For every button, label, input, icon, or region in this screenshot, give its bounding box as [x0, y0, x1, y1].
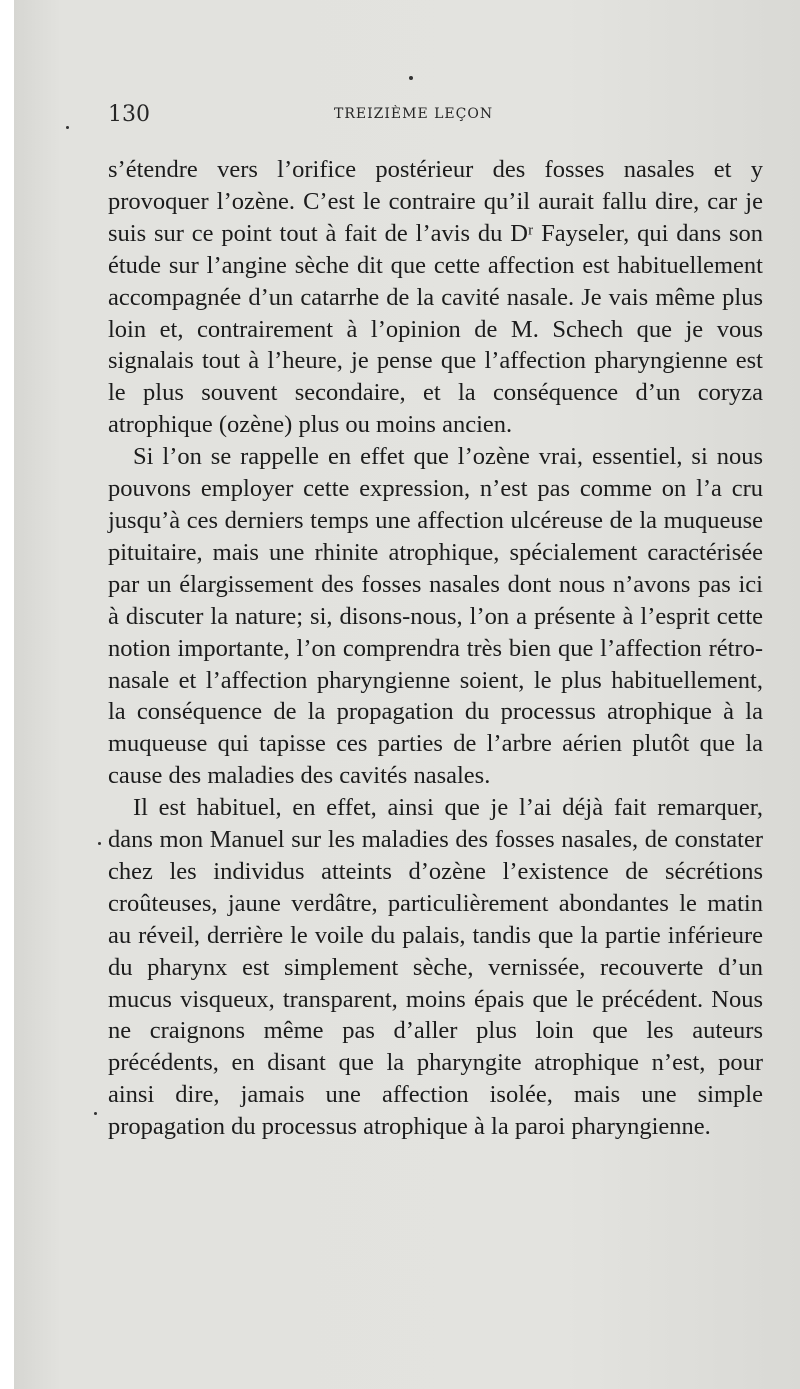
paragraph-3: Il est habituel, en effet, ainsi que je l’ai déjà fait remarquer, dans mon Manuel sur les maladies des fosses nasales, de constater chez les individus atteints d’ozène l’existence de sécrétions croûteuses, jaune verdâtre, particulièrement abondantes le matin au réveil, derrière le voile du palais, tandis que la partie inférieure du pharynx est simplement sèche, vernissée, recouverte d’un mucus visqueux, transparent, moins épais que le précédent. Nous ne craignons même pas d’aller plus loin que les auteurs précédents, en disant que la pharyngite atrophique n’est, pour ainsi dire, jamais une affection isolée, mais une simple propagation du processus atrophique à la paroi pharyngienne.	[108, 794, 763, 1141]
body-text	[108, 154, 763, 1143]
chapter-title: TREIZIÈME LEÇON	[334, 106, 494, 122]
paragraph-1: s’étendre vers l’orifice postérieur des fosses nasales et y provoquer l’ozène. C’est le contraire qu’il aurait fallu dire, car je suis sur ce point tout à fait de l’avis du Dʳ Fayseler, qui dans son étude sur l’angine sèche dit que cette affection est habituellement accompagnée d’un catarrhe de la cavité nasale. Je vais même plus loin et, contrairement à l’opinion de M. Schech que je vous signalais tout à l’heure, je pense que l’affection pharyngienne est le plus souvent secondaire, et la conséquence d’un coryza atrophique (ozène) plus ou moins ancien.	[108, 156, 763, 439]
paragraph-2: Si l’on se rappelle en effet que l’ozène vrai, essentiel, si nous pouvons employer cette expression, n’est pas comme on l’a cru jusqu’à ces derniers temps une affection ulcéreuse de la muqueuse pituitaire, mais une rhinite atrophique, spécialement caractérisée par un élargissement des fosses nasales dont nous n’avons pas ici à discuter la nature; si, disons-nous, l’on a présente à l’esprit cette notion importante, l’on comprendra très bien que l’affection rétro-nasale et l’affection pharyngienne soient, le plus habituellement, la conséquence de la propagation du processus atrophique à la muqueuse qui tapisse ces parties de l’arbre aérien plutôt que la cause des maladies des cavités nasales.	[108, 443, 763, 790]
top-speck	[409, 76, 413, 80]
margin-speck	[66, 126, 69, 129]
book-page	[14, 0, 800, 1389]
margin-speck	[98, 842, 101, 845]
page-number: 130	[108, 102, 150, 127]
left-scan-margin	[0, 0, 14, 1389]
margin-speck	[94, 1112, 97, 1115]
running-head	[108, 100, 760, 134]
